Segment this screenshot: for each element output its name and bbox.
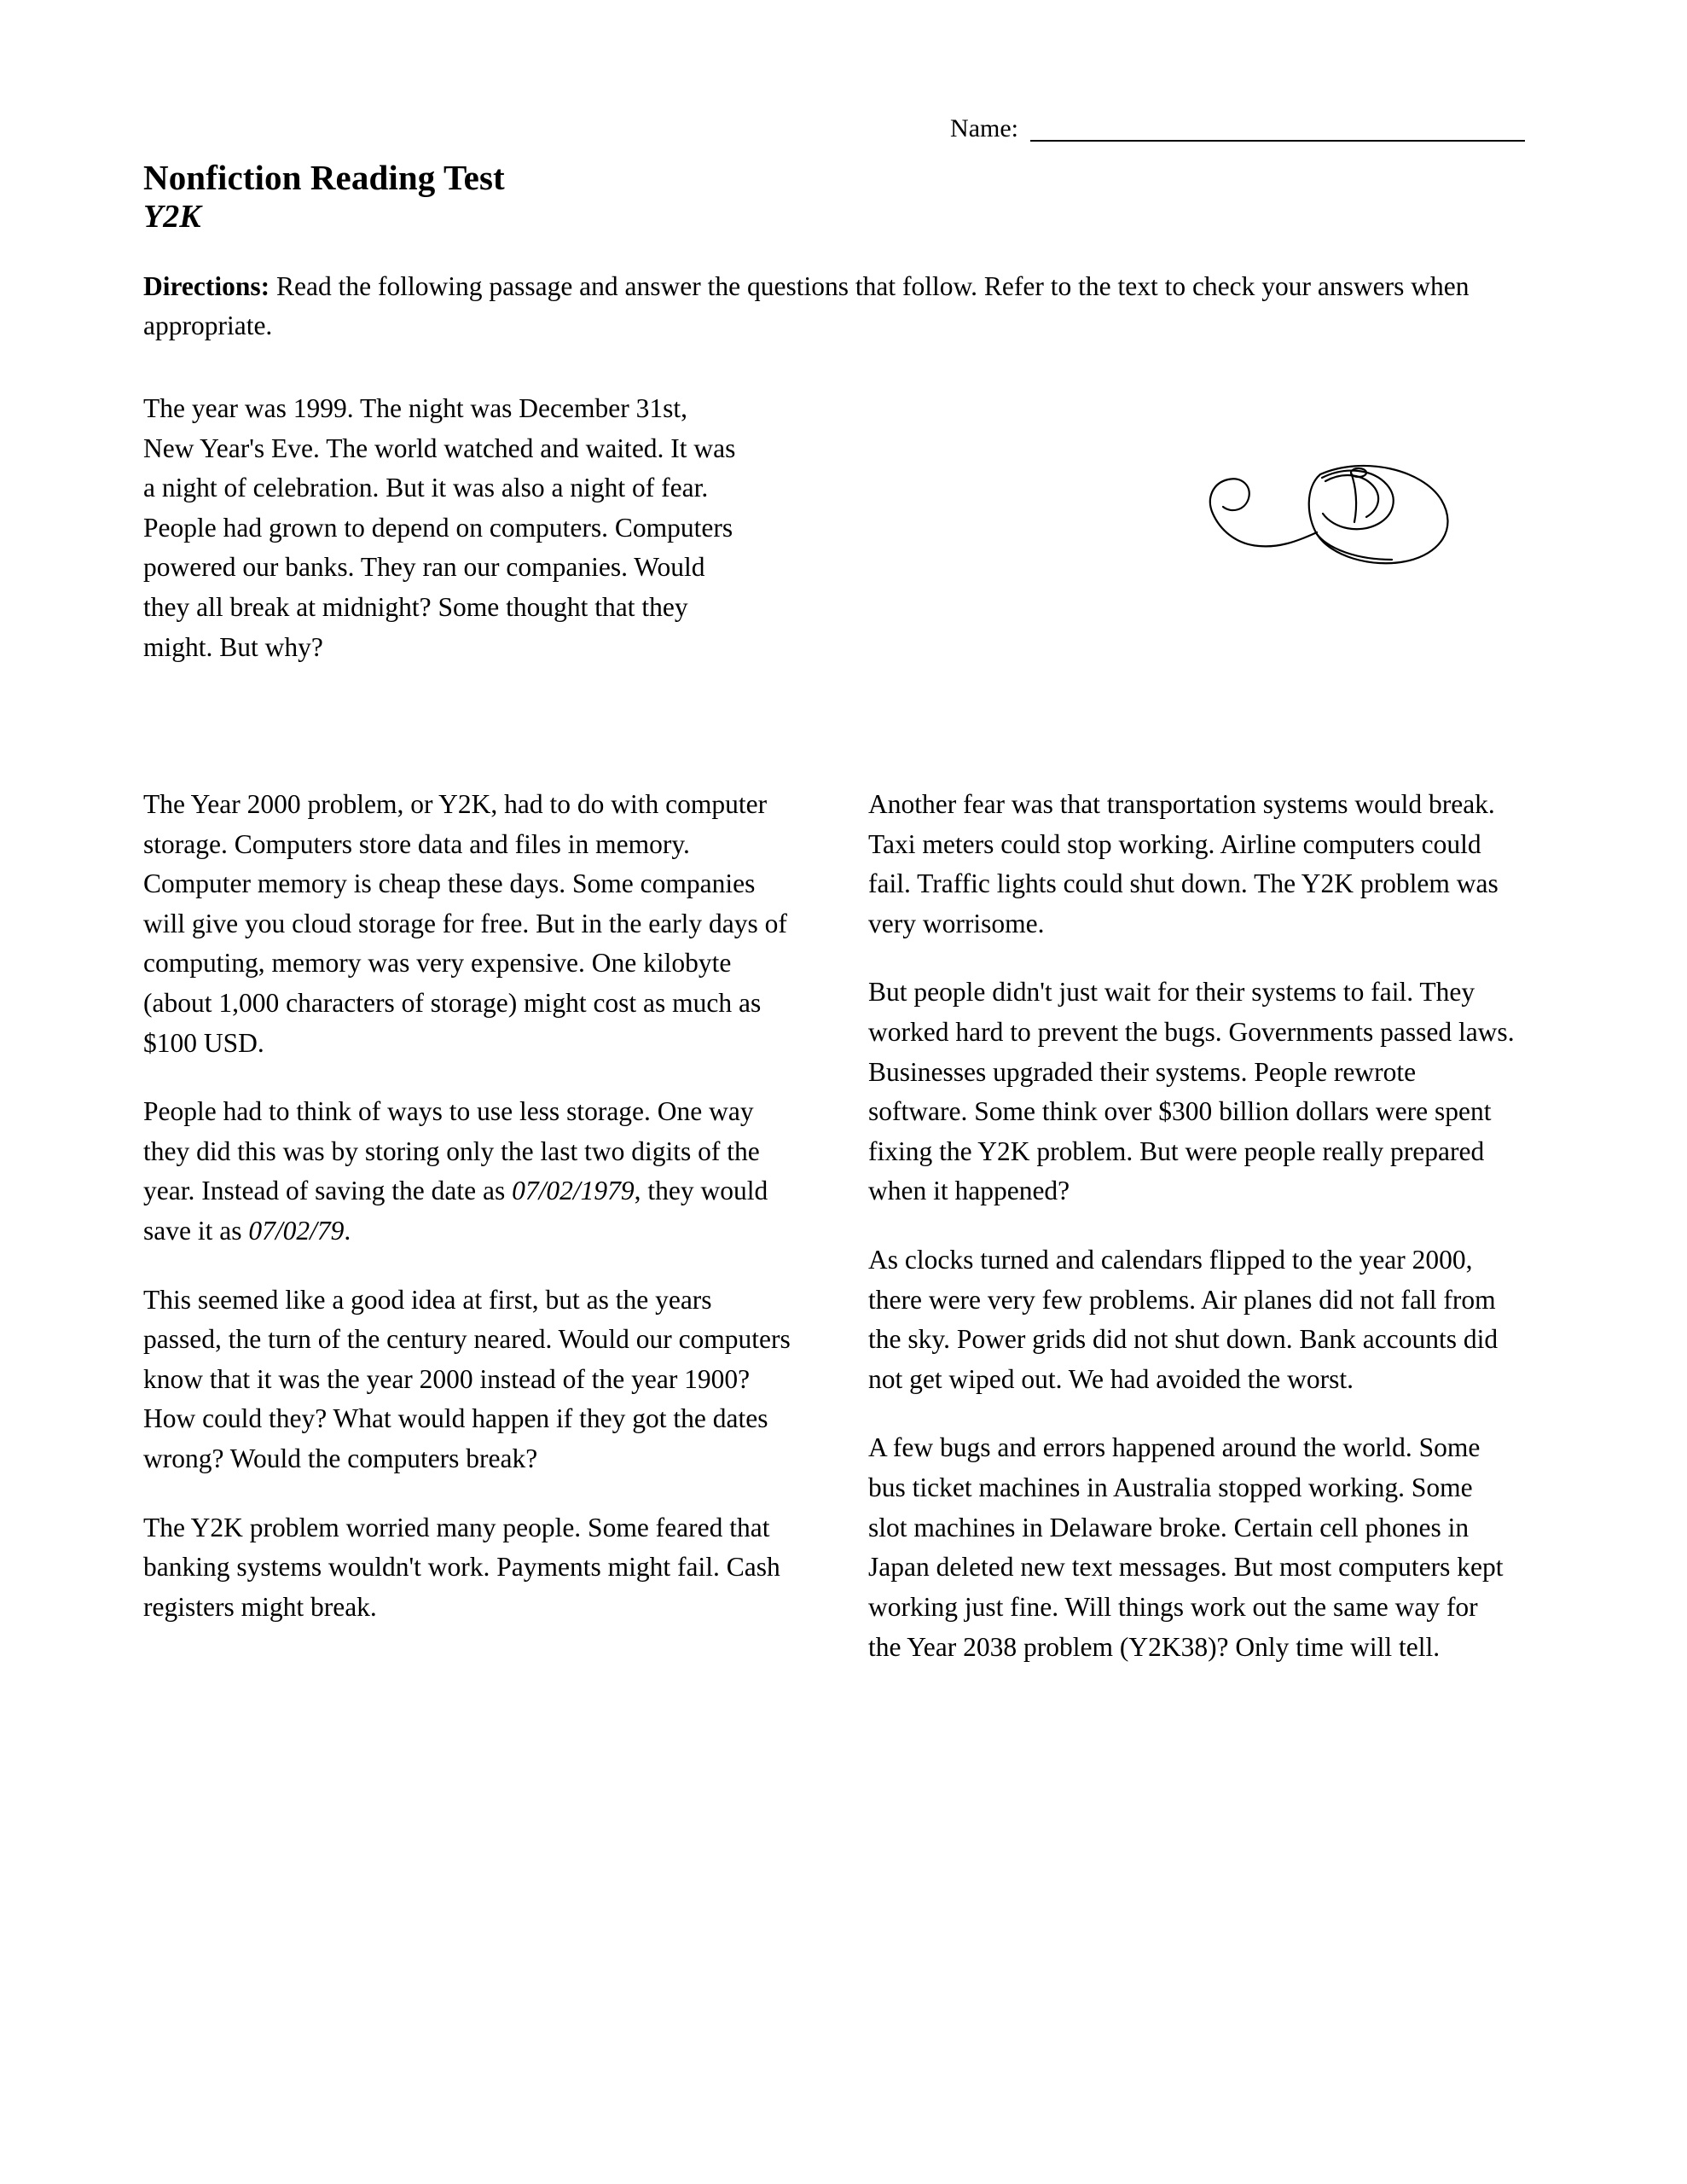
intro-paragraph: The year was 1999. The night was December 31st, New Year's Eve. The world watched and waited. It was a night of celebration. But it was also a night of fear. People had grown to depend on computers. Computers powered our banks. They ran our companies. Would they all break at midnight? Some thought that they might. But why?	[143, 392, 736, 662]
passage-left-column	[143, 785, 791, 1667]
date-paragraph-part3: .	[344, 1216, 351, 1246]
computer-mouse-icon	[1064, 440, 1474, 611]
page-content	[143, 102, 1525, 1667]
date-short: 07/02/79	[248, 1216, 345, 1246]
directions-text: Read the following passage and answer the questions that follow. Refer to the text to check your answers when appropriate.	[143, 271, 1470, 340]
directions-label: Directions:	[143, 271, 270, 302]
intro-region	[143, 389, 1525, 756]
page-title: Nonfiction Reading Test	[143, 158, 505, 197]
date-paragraph-part2: , they would save it as	[143, 1176, 768, 1246]
intro-text-column	[143, 389, 740, 667]
paragraph: This seemed like a good idea at first, but as the years passed, the turn of the century neared. Would our computers know that it was the year 2000 instead of the year 1900? How could they? What would happen if they got the dates wrong? Would the computers break?	[143, 1284, 791, 1474]
paragraph: As clocks turned and calendars flipped to the year 2000, there were very few problems. Air planes did not fall from the sky. Power grids did not shut down. Bank accounts did not get wiped out. We had avoided the worst.	[868, 1245, 1499, 1394]
paragraph: The Year 2000 problem, or Y2K, had to do with computer storage. Computers store data and files in memory. Computer memory is cheap these days. Some companies will give you cloud storage for free. But in the early days of computing, memory was very expensive. One kilobyte (about 1,000 characters of storage) might cost as much as $100 USD.	[143, 788, 787, 1058]
paragraph: Another fear was that transportation systems would break. Taxi meters could stop working. Airline computers could fail. Traffic lights could shut down. The Y2K problem was very worrisome.	[868, 788, 1499, 938]
passage-right-column	[868, 785, 1516, 1667]
date-paragraph-part1: People had to think of ways to use less storage. One way they did this was by storing only the last two digits of the year. Instead of saving the date as	[143, 1096, 760, 1206]
name-input-line[interactable]	[1030, 116, 1525, 142]
passage-columns	[143, 785, 1525, 1667]
name-label: Name:	[950, 114, 1018, 142]
name-field-row	[143, 102, 1525, 142]
paragraph: The Y2K problem worried many people. Some feared that banking systems wouldn't work. Payments might fail. Cash registers might break.	[143, 1512, 780, 1622]
paragraph: But people didn't just wait for their systems to fail. They worked hard to prevent the bugs. Governments passed laws. Businesses upgraded their systems. People rewrote software. Some think over $300 billion dollars were spent fixing the Y2K problem. But were people really prepared when it happened?	[868, 977, 1515, 1206]
directions-paragraph	[143, 267, 1516, 345]
date-long: 07/02/1979	[512, 1176, 635, 1206]
paragraph: A few bugs and errors happened around the world. Some bus ticket machines in Australia stopped working. Some slot machines in Delaware broke. Certain cell phones in Japan deleted new text messages. But most computers kept working just fine. Will things work out the same way for the Year 2038 problem (Y2K38)? Only time will tell.	[868, 1432, 1504, 1662]
paragraph-with-dates	[143, 1092, 791, 1251]
page-subtitle: Y2K	[143, 199, 201, 235]
